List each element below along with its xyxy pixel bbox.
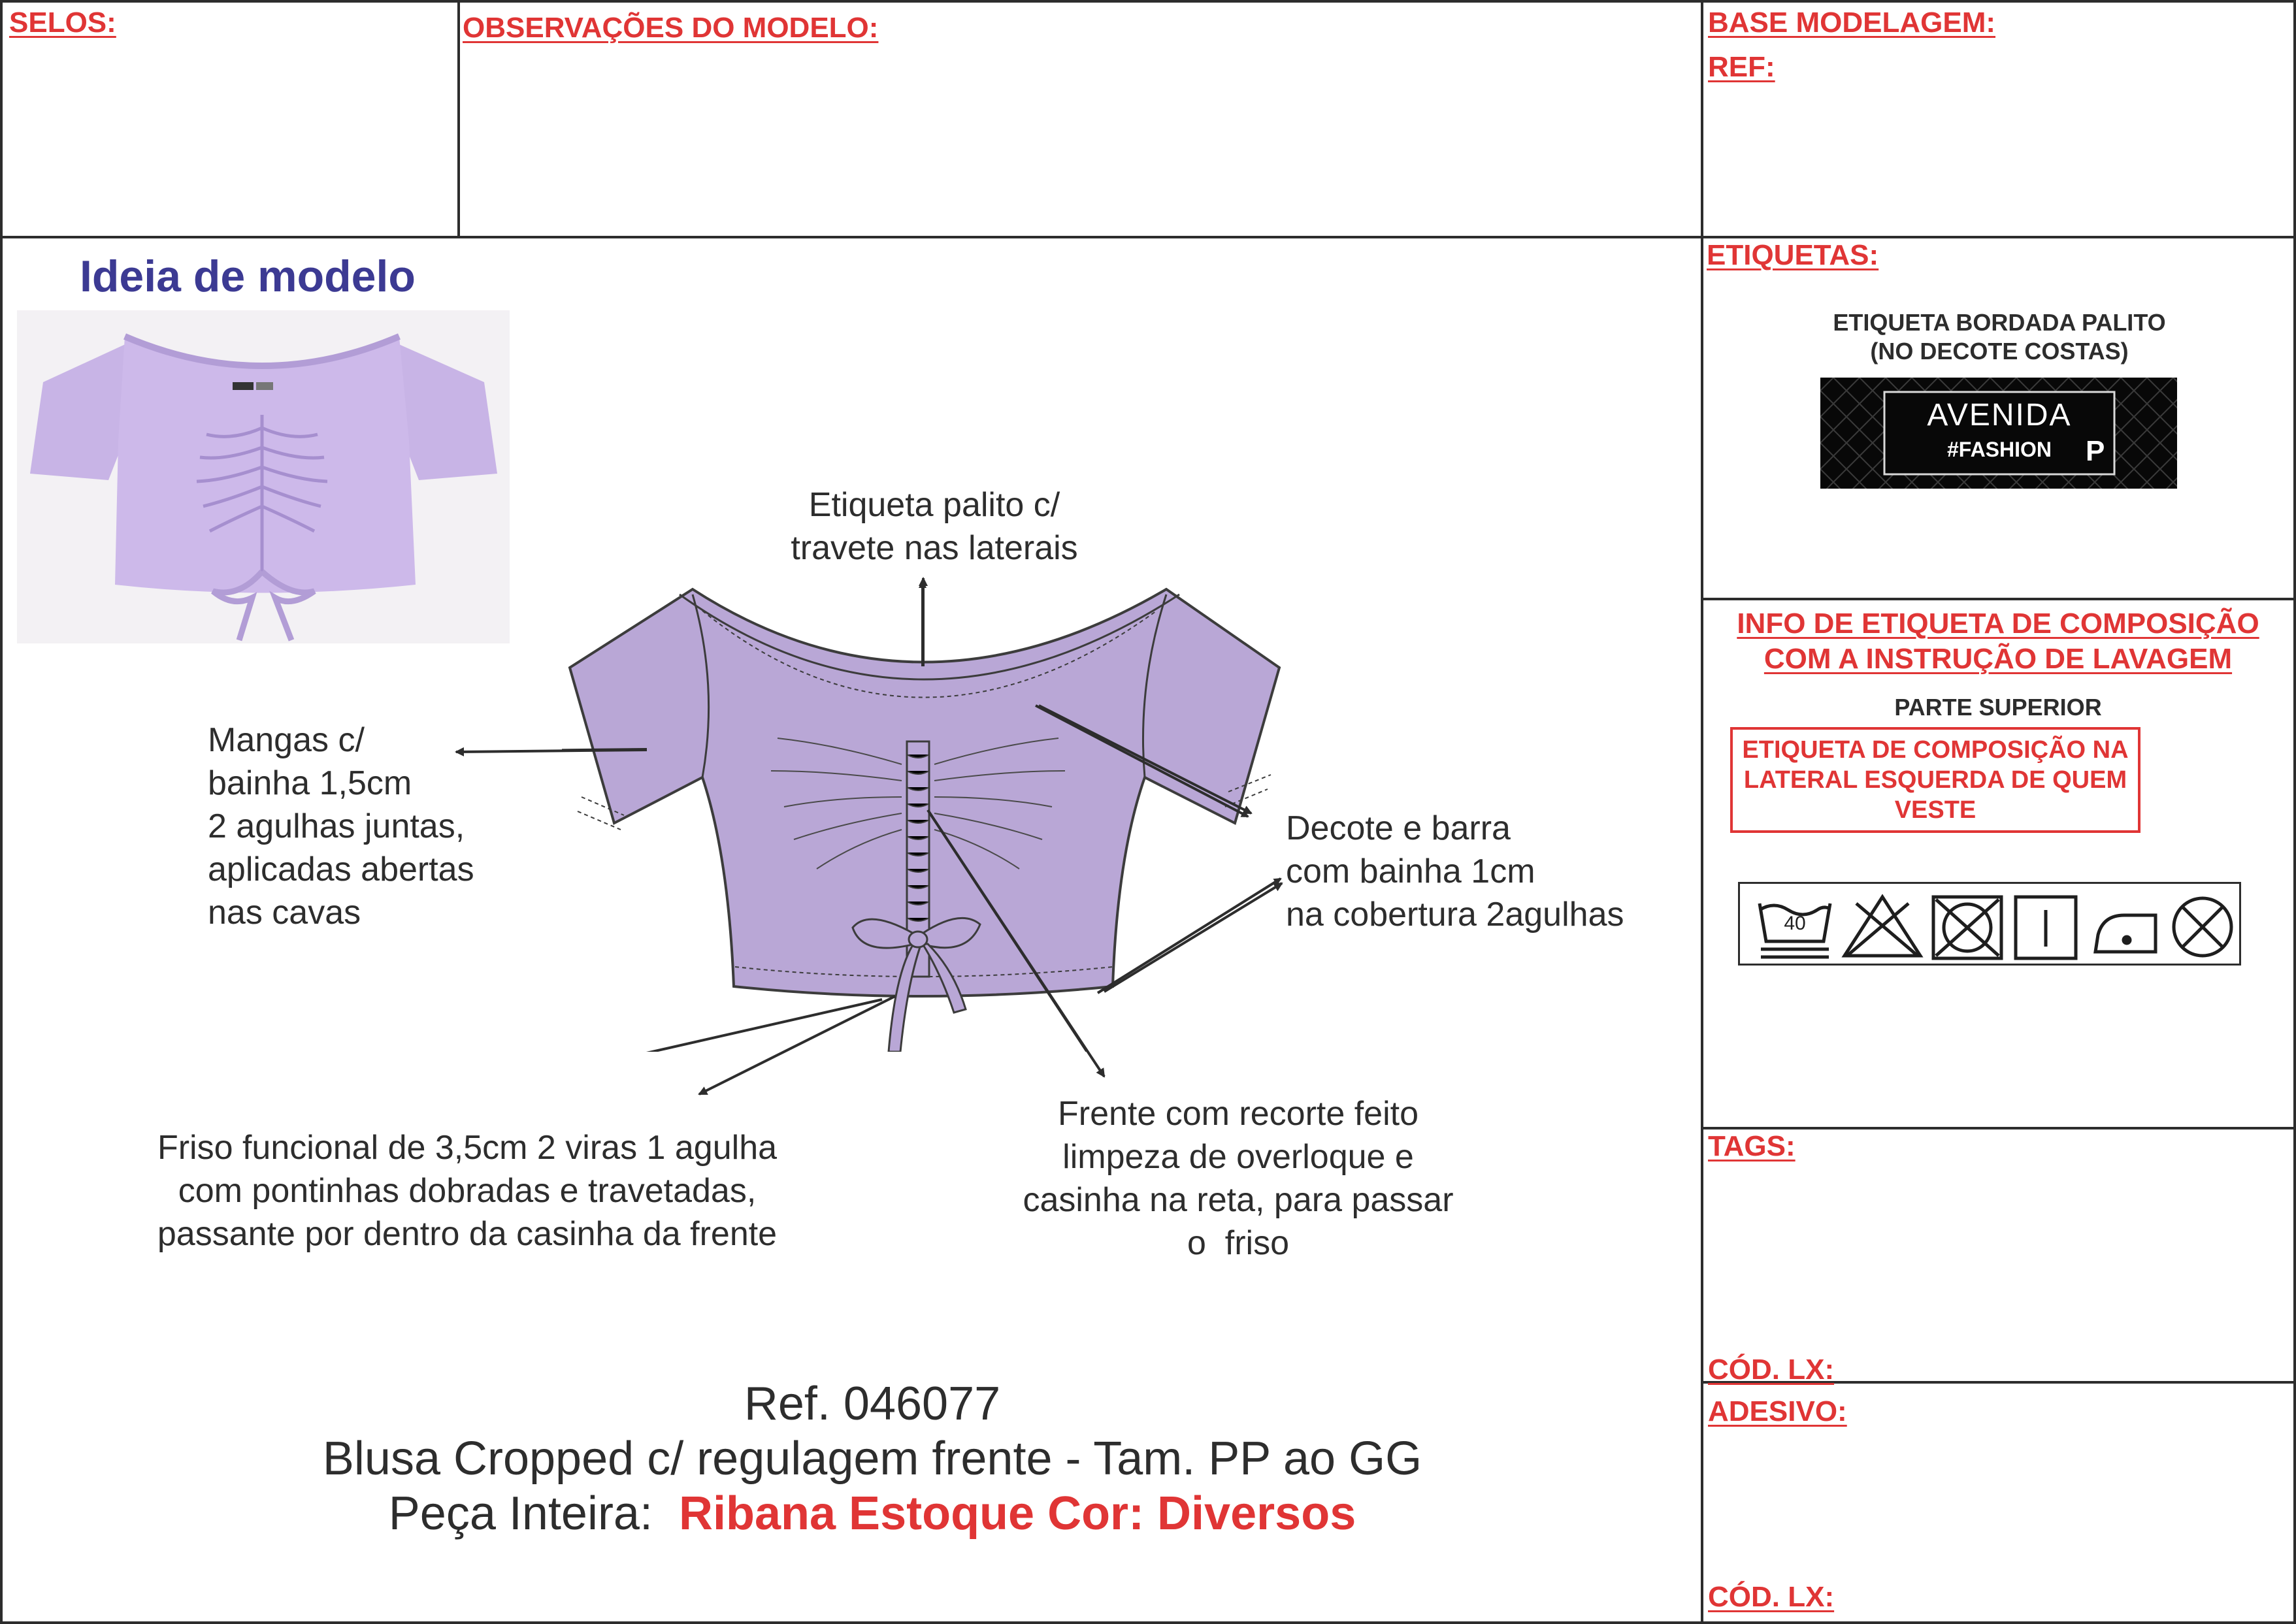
etiquetas-label: ETIQUETAS: [1707, 239, 1879, 271]
product-piece-line [196, 1487, 1549, 1540]
product-description: Blusa Cropped c/ regulagem frente - Tam. PP ao GG [322, 1433, 1422, 1485]
info-composicao-title: INFO DE ETIQUETA DE COMPOSIÇÃO COM A INSTRUÇÃO DE LAVAGEM [1737, 608, 2259, 675]
selos-label: SELOS: [9, 7, 116, 39]
woven-label [1820, 378, 2177, 489]
observacoes-label: OBSERVAÇÕES DO MODELO: [463, 12, 879, 44]
note-etiqueta-palito: Etiqueta palito c/ travete nas laterais [791, 486, 1078, 567]
label-tagline: #FASHION [1946, 438, 2052, 461]
base-modelagem-label: BASE MODELAGEM: [1708, 7, 1995, 39]
parte-superior: PARTE SUPERIOR [1894, 694, 2102, 721]
product-ref: Ref. 046077 [744, 1378, 1001, 1430]
note-frente: Frente com recorte feito limpeza de overloque e casinha na reta, para passar o friso [1023, 1095, 1454, 1262]
woven-label-pattern [1820, 378, 2177, 489]
care-symbols-drawing [1740, 884, 2243, 967]
tags-label: TAGS: [1708, 1130, 1796, 1162]
note-mangas: Mangas c/ bainha 1,5cm 2 agulhas juntas, aplicadas abertas nas cavas [208, 721, 474, 932]
etiqueta-composicao-box: ETIQUETA DE COMPOSIÇÃO NA LATERAL ESQUERDA DE QUEM VESTE [1730, 727, 2140, 833]
piece-material: Ribana Estoque Cor: Diversos [679, 1487, 1356, 1540]
note-decote: Decote e barra com bainha 1cm na cobertura 2agulhas [1286, 809, 1624, 934]
label-size: P [2086, 435, 2105, 467]
wash-temp: 40 [1784, 913, 1806, 934]
care-symbols [1738, 882, 2241, 966]
ref-label: REF: [1708, 51, 1775, 83]
cod-lx-2: CÓD. LX: [1708, 1581, 1835, 1613]
piece-prefix: Peça Inteira: [388, 1487, 653, 1540]
note-friso: Friso funcional de 3,5cm 2 viras 1 agulha com pontinhas dobradas e travetadas, passante por dentro da casinha da frente [157, 1129, 778, 1253]
etiqueta-bordada-text: ETIQUETA BORDADA PALITO (NO DECOTE COSTAS) [1833, 309, 2166, 365]
ideia-title: Ideia de modelo [80, 252, 416, 301]
cod-lx-1: CÓD. LX: [1708, 1354, 1835, 1386]
adesivo-label: ADESIVO: [1708, 1395, 1847, 1427]
label-brand: AVENIDA [1927, 398, 2072, 432]
